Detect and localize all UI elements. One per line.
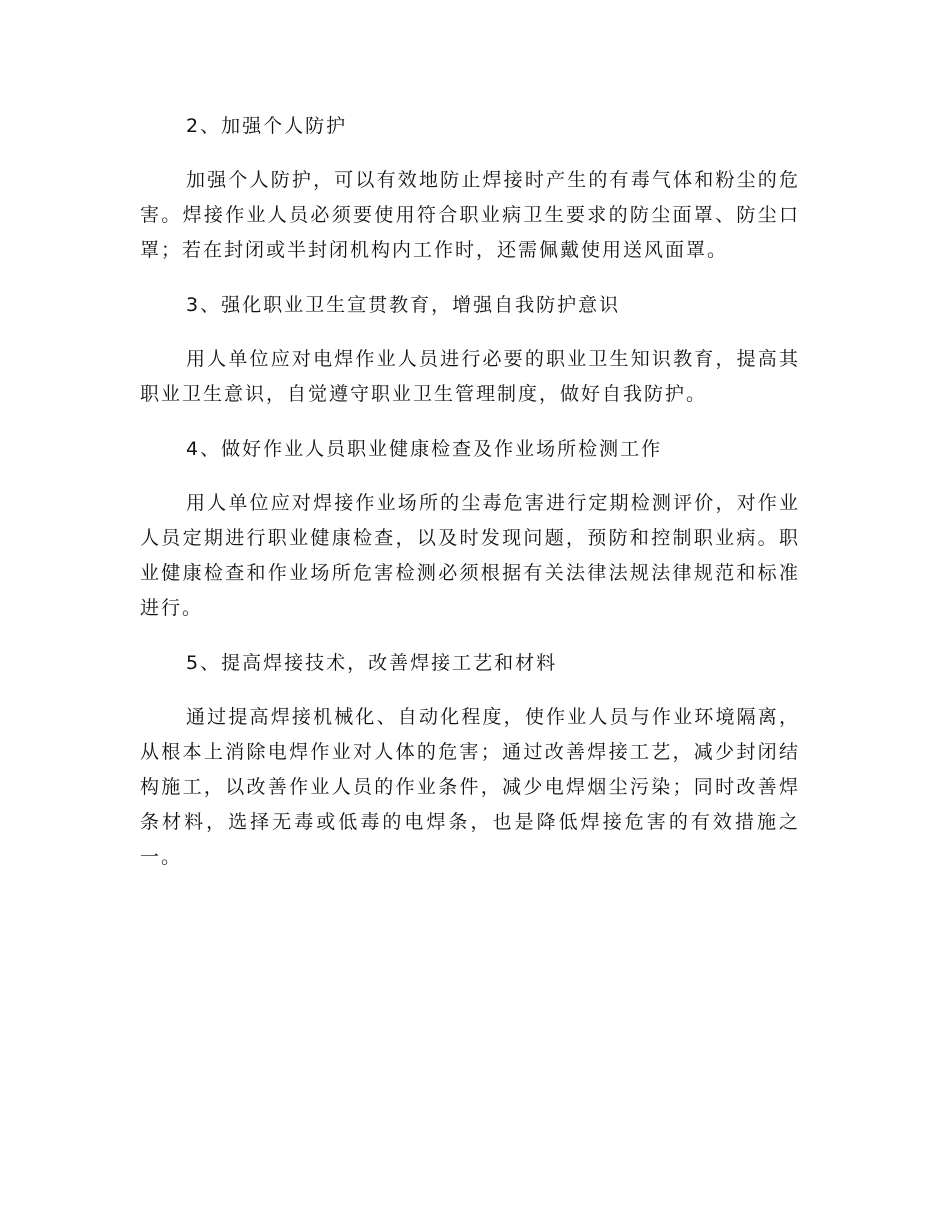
document-body [140,109,800,895]
section-heading-4: 4、做好作业人员职业健康检查及作业场所检测工作 [186,438,663,460]
section-paragraph-2: 加强个人防护，可以有效地防止焊接时产生的有毒气体和粉尘的危害。焊接作业人员必须要使用符合职业病卫生要求的防尘面罩、防尘口罩；若在封闭或半封闭机构内工作时，还需佩戴使用送风面罩。 [140,169,800,261]
section-heading-2: 2、加强个人防护 [186,115,348,137]
section-paragraph-5: 通过提高焊接机械化、自动化程度，使作业人员与作业环境隔离，从根本上消除电焊作业对人体的危害；通过改善焊接工艺，减少封闭结构施工，以改善作业人员的作业条件，减少电焊烟尘污染；同时改善焊条材料，选择无毒或低毒的电焊条，也是降低焊接危害的有效措施之一。 [140,706,800,868]
section-heading-3: 3、强化职业卫生宣贯教育，增强自我防护意识 [186,294,621,316]
section-paragraph-4: 用人单位应对焊接作业场所的尘毒危害进行定期检测评价，对作业人员定期进行职业健康检查，以及时发现问题，预防和控制职业病。职业健康检查和作业场所危害检测必须根据有关法律法规法律规范和标准进行。 [140,492,800,619]
section-paragraph-3: 用人单位应对电焊作业人员进行必要的职业卫生知识教育，提高其职业卫生意识，自觉遵守职业卫生管理制度，做好自我防护。 [140,348,800,405]
section-heading-5: 5、提高焊接技术，改善焊接工艺和材料 [186,652,558,674]
